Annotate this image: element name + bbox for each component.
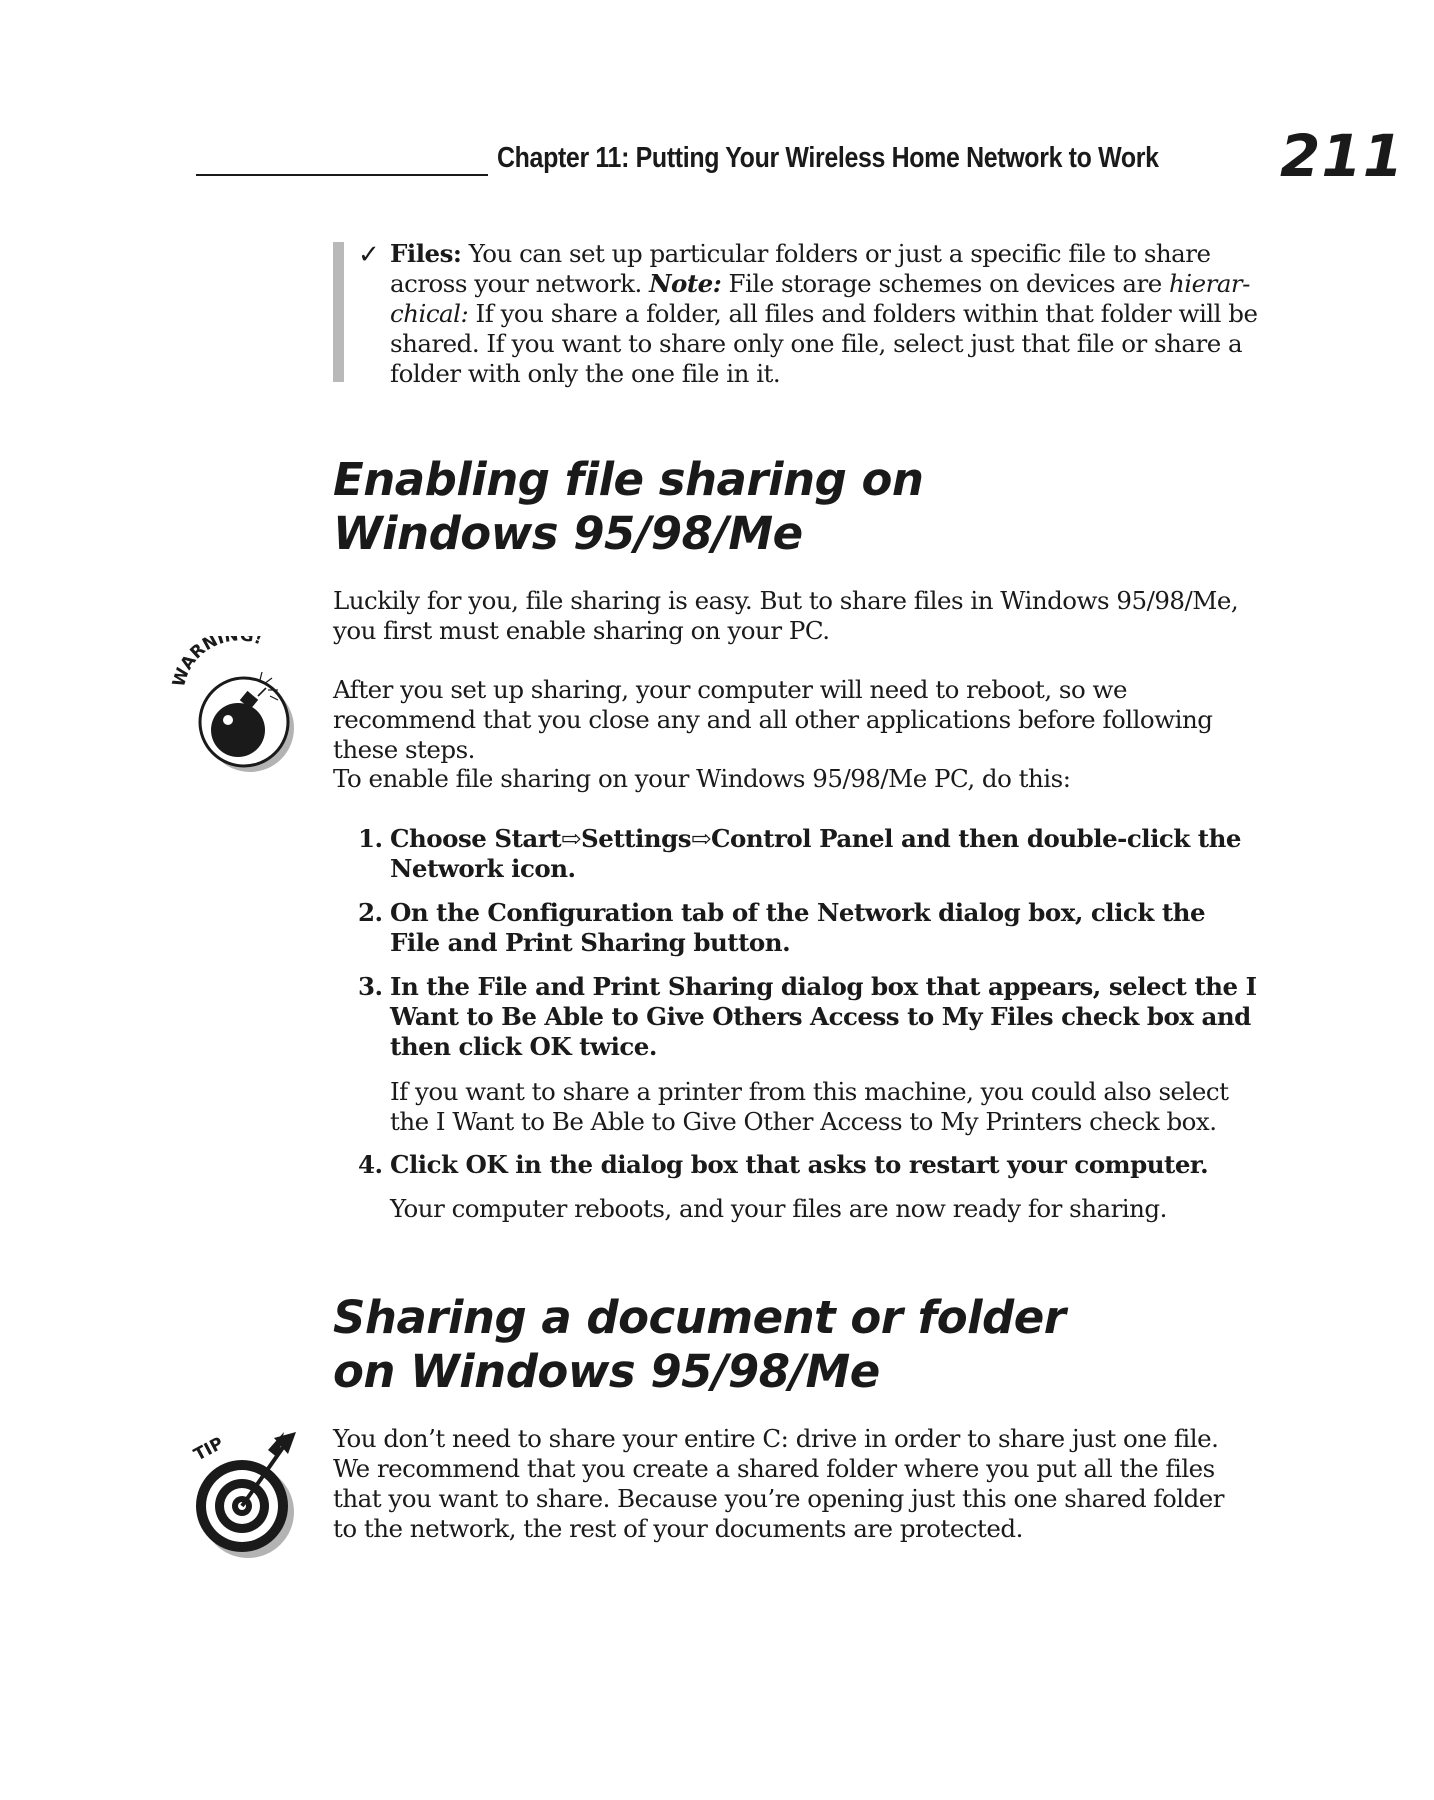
note-label: Note: [649,269,722,298]
tip-icon-group [188,1418,308,1562]
step-3 [358,972,1258,1062]
step-number: 2. [358,898,383,927]
paragraph-share-folder: You don’t need to share your entire C: drive in order to share just one file. We recommend that you create a shared folder where you put all the files that you want to share. Because you’re opening just this one shared folder to the network, the rest of your documents are protected. [333,1424,1224,1543]
section-heading-enable-sharing [333,453,1233,561]
step-number: 4. [358,1150,383,1179]
step-text: Choose Start⇨Settings⇨Control Panel and then double-click the Network icon. [390,824,1242,883]
paragraph-enable-instructions: To enable file sharing on your Windows 95/98/Me PC, do this: [333,764,1071,793]
step-4-note: Your computer reboots, and your files are now ready for sharing. [390,1194,1167,1223]
target-icon [188,1418,308,1558]
section-heading-share-document [333,1291,1233,1399]
chapter-title: Chapter 11: Putting Your Wireless Home Network to Work [497,142,1159,174]
bullet-text-3: If you share a folder, all files and folders within that folder will be shared. If you want to share only one file, select just that file or share a folder with only the one file in it. [390,299,1258,388]
step-number: 1. [358,824,383,853]
bullet-italic-word: hierar-chical: [390,269,1250,328]
page-number: 211 [1280,122,1405,190]
bullet-text-1: You can set up particular folders or just a specific file to share across your network. [390,239,1211,298]
heading-line-1: Enabling file sharing on [333,453,924,506]
step-text: In the File and Print Sharing dialog box that appears, select the I Want to Be Able to Give Others Access to My Files check box and then click OK twice. [390,972,1257,1061]
bullet-label: Files: [390,239,462,268]
warning-icon-group [168,636,308,780]
step-4 [358,1150,1258,1180]
step-3-note: If you want to share a printer from this machine, you could also select the I Want to Be Able to Give Other Access to My Printers check box. [390,1077,1229,1136]
paragraph-reboot-warning: After you set up sharing, your computer will need to reboot, so we recommend that you close any and all other applications before following these steps. [333,675,1213,764]
bullet-text-2: File storage schemes on devices are [721,269,1169,298]
header-rule [196,174,488,176]
bomb-icon [168,636,308,776]
step-2 [358,898,1258,958]
step-text: On the Configuration tab of the Network dialog box, click the File and Print Sharing button. [390,898,1206,957]
tip-label: TIP [190,1433,227,1466]
bullet-sidebar [333,242,344,382]
heading-line-1: Sharing a document or folder [333,1291,1066,1344]
warning-label: WARNIN ! [169,636,266,690]
step-number: 3. [358,972,383,1001]
files-bullet [390,239,1260,389]
heading-line-2: Windows 95/98/Me [333,507,803,560]
checkmark-icon: ✓ [358,240,380,270]
heading-line-2: on Windows 95/98/Me [333,1345,880,1398]
paragraph-intro: Luckily for you, file sharing is easy. But to share files in Windows 95/98/Me, you first must enable sharing on your PC. [333,586,1239,645]
step-text: Click OK in the dialog box that asks to restart your computer. [390,1150,1209,1179]
step-1 [358,824,1258,884]
